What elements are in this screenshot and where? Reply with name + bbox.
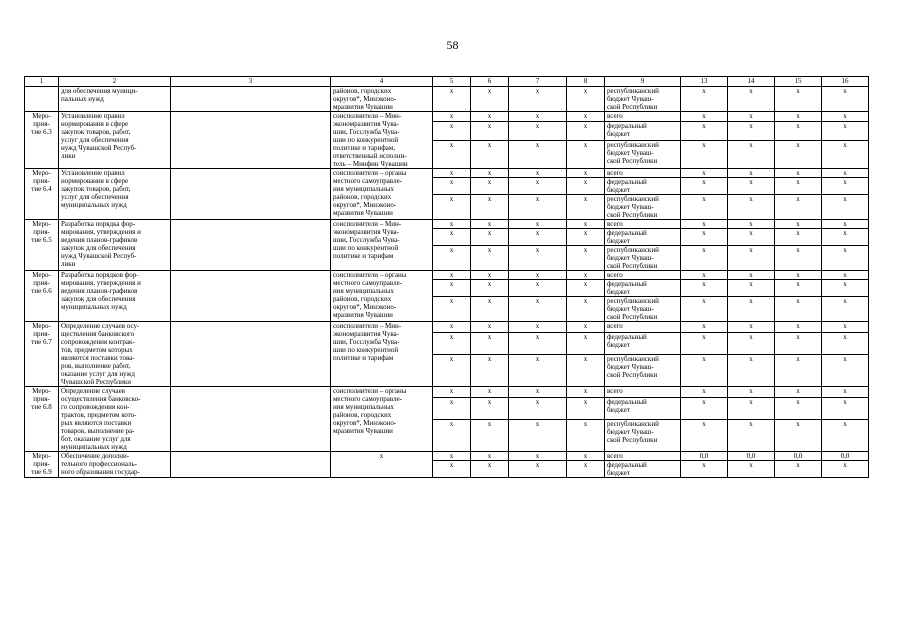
amount-cell: x	[681, 271, 728, 280]
amount-cell: x	[822, 178, 869, 195]
code-cell: x	[471, 178, 509, 195]
code-cell: x	[433, 271, 471, 280]
amount-cell: x	[728, 322, 775, 333]
amount-cell: x	[728, 229, 775, 246]
event-name-cell: для обеспечения муници- пальных нужд	[59, 87, 171, 112]
amount-cell: x	[681, 461, 728, 478]
code-cell: x	[471, 122, 509, 141]
indicator-cell	[171, 387, 331, 452]
table-row	[25, 220, 869, 229]
code-cell: x	[567, 398, 605, 420]
code-cell: x	[471, 355, 509, 387]
executors-cell: x	[331, 452, 433, 478]
header-cell: 15	[775, 77, 822, 87]
header-cell: 3	[171, 77, 331, 87]
amount-cell: x	[728, 333, 775, 355]
amount-cell: x	[728, 280, 775, 297]
amount-cell: x	[775, 229, 822, 246]
amount-cell: x	[728, 122, 775, 141]
amount-cell: x	[775, 87, 822, 112]
code-cell: x	[433, 122, 471, 141]
indicator-cell	[171, 87, 331, 112]
amount-cell: x	[775, 387, 822, 398]
header-cell: 1	[25, 77, 59, 87]
code-cell: x	[509, 398, 567, 420]
funding-source-cell: республиканский бюджет Чуваш- ской Республики	[605, 141, 681, 169]
amount-cell: x	[681, 398, 728, 420]
code-cell: x	[567, 322, 605, 333]
code-cell: x	[433, 461, 471, 478]
amount-cell: x	[822, 271, 869, 280]
amount-cell: 0,0	[728, 452, 775, 461]
amount-cell: x	[681, 297, 728, 322]
executors-cell: районов, городских округов*, Минэконо- мразвития Чувашии	[331, 87, 433, 112]
funding-source-cell: республиканский бюджет Чуваш- ской Республики	[605, 420, 681, 452]
funding-source-cell: республиканский бюджет Чуваш- ской Республики	[605, 246, 681, 271]
table-row	[25, 112, 869, 122]
code-cell: x	[567, 333, 605, 355]
event-number-cell	[25, 87, 59, 112]
amount-cell: x	[681, 87, 728, 112]
indicator-cell	[171, 322, 331, 387]
code-cell: x	[471, 452, 509, 461]
indicator-cell	[171, 169, 331, 220]
code-cell: x	[471, 333, 509, 355]
amount-cell: 0,0	[775, 452, 822, 461]
amount-cell: x	[681, 355, 728, 387]
amount-cell: x	[822, 229, 869, 246]
amount-cell: x	[681, 280, 728, 297]
funding-source-cell: всего	[605, 271, 681, 280]
amount-cell: x	[728, 87, 775, 112]
code-cell: x	[567, 229, 605, 246]
code-cell: x	[433, 246, 471, 271]
code-cell: x	[471, 112, 509, 122]
table-row	[25, 87, 869, 112]
code-cell: x	[509, 387, 567, 398]
code-cell: x	[567, 461, 605, 478]
funding-source-cell: республиканский бюджет Чуваш- ской Республики	[605, 195, 681, 220]
amount-cell: x	[681, 112, 728, 122]
code-cell: x	[471, 141, 509, 169]
code-cell: x	[471, 461, 509, 478]
amount-cell: x	[822, 280, 869, 297]
amount-cell: x	[822, 112, 869, 122]
code-cell: x	[567, 195, 605, 220]
event-name-cell: Разработка порядка фор- мирования, утверждения и ведения планов-графиков закупок для обеспечения нужд Чувашской Респуб- лики	[59, 220, 171, 271]
code-cell: x	[433, 169, 471, 178]
indicator-cell	[171, 271, 331, 322]
table-row	[25, 271, 869, 280]
amount-cell: x	[822, 333, 869, 355]
code-cell: x	[471, 420, 509, 452]
code-cell: x	[433, 280, 471, 297]
funding-source-cell: федеральный бюджет	[605, 333, 681, 355]
amount-cell: x	[822, 322, 869, 333]
code-cell: x	[509, 297, 567, 322]
code-cell: x	[471, 297, 509, 322]
code-cell: x	[509, 355, 567, 387]
amount-cell: x	[681, 195, 728, 220]
event-number-cell: Меро- прия- тие 6.6	[25, 271, 59, 322]
header-cell: 8	[567, 77, 605, 87]
amount-cell: x	[775, 280, 822, 297]
amount-cell: x	[681, 122, 728, 141]
header-cell: 2	[59, 77, 171, 87]
amount-cell: x	[775, 122, 822, 141]
program-table	[24, 76, 869, 478]
code-cell: x	[567, 220, 605, 229]
event-number-cell: Меро- прия- тие 6.8	[25, 387, 59, 452]
code-cell: x	[471, 195, 509, 220]
amount-cell: 0,0	[822, 452, 869, 461]
amount-cell: x	[681, 229, 728, 246]
code-cell: x	[433, 398, 471, 420]
code-cell: x	[433, 141, 471, 169]
amount-cell: x	[775, 141, 822, 169]
funding-source-cell: всего	[605, 112, 681, 122]
code-cell: x	[567, 452, 605, 461]
funding-source-cell: республиканский бюджет Чуваш- ской Республики	[605, 355, 681, 387]
header-cell: 9	[605, 77, 681, 87]
amount-cell: x	[728, 387, 775, 398]
event-number-cell: Меро- прия- тие 6.3	[25, 112, 59, 169]
amount-cell: x	[775, 169, 822, 178]
table-row	[25, 322, 869, 333]
amount-cell: x	[775, 178, 822, 195]
code-cell: x	[471, 387, 509, 398]
code-cell: x	[471, 322, 509, 333]
code-cell: x	[433, 333, 471, 355]
event-name-cell: Установление правил нормирования в сфере закупок товаров, работ, услуг для обеспечения муниципальных нужд	[59, 169, 171, 220]
code-cell: x	[567, 420, 605, 452]
code-cell: x	[509, 420, 567, 452]
code-cell: x	[433, 452, 471, 461]
code-cell: x	[567, 112, 605, 122]
code-cell: x	[509, 220, 567, 229]
code-cell: x	[509, 169, 567, 178]
amount-cell: x	[681, 420, 728, 452]
event-number-cell: Меро- прия- тие 6.9	[25, 452, 59, 478]
table-row	[25, 387, 869, 398]
code-cell: x	[509, 280, 567, 297]
code-cell: x	[567, 246, 605, 271]
code-cell: x	[509, 122, 567, 141]
code-cell: x	[567, 271, 605, 280]
funding-source-cell: всего	[605, 322, 681, 333]
amount-cell: x	[822, 87, 869, 112]
amount-cell: 0,0	[681, 452, 728, 461]
funding-source-cell: всего	[605, 387, 681, 398]
amount-cell: x	[775, 333, 822, 355]
code-cell: x	[433, 195, 471, 220]
header-cell: 14	[728, 77, 775, 87]
code-cell: x	[471, 280, 509, 297]
code-cell: x	[567, 87, 605, 112]
amount-cell: x	[728, 178, 775, 195]
code-cell: x	[567, 141, 605, 169]
amount-cell: x	[822, 141, 869, 169]
amount-cell: x	[681, 246, 728, 271]
amount-cell: x	[681, 333, 728, 355]
code-cell: x	[509, 87, 567, 112]
amount-cell: x	[775, 220, 822, 229]
amount-cell: x	[822, 297, 869, 322]
executors-cell: соисполнители – органы местного самоуправле- ния муниципальных районов, городских округов*, Минэконо- мразвития Чувашии	[331, 271, 433, 322]
amount-cell: x	[775, 398, 822, 420]
amount-cell: x	[822, 355, 869, 387]
event-number-cell: Меро- прия- тие 6.7	[25, 322, 59, 387]
code-cell: x	[471, 398, 509, 420]
amount-cell: x	[775, 420, 822, 452]
funding-source-cell: федеральный бюджет	[605, 122, 681, 141]
indicator-cell	[171, 220, 331, 271]
code-cell: x	[567, 355, 605, 387]
header-cell: 7	[509, 77, 567, 87]
amount-cell: x	[775, 461, 822, 478]
amount-cell: x	[728, 398, 775, 420]
table-row	[25, 452, 869, 461]
code-cell: x	[433, 355, 471, 387]
amount-cell: x	[728, 297, 775, 322]
code-cell: x	[567, 178, 605, 195]
code-cell: x	[567, 297, 605, 322]
amount-cell: x	[822, 398, 869, 420]
code-cell: x	[509, 141, 567, 169]
executors-cell: соисполнители – Мин- экономразвития Чува- шии, Госслужба Чува- шии по конкурентной политике и тарифам	[331, 322, 433, 387]
code-cell: x	[433, 387, 471, 398]
event-number-cell: Меро- прия- тие 6.4	[25, 169, 59, 220]
code-cell: x	[567, 122, 605, 141]
amount-cell: x	[728, 220, 775, 229]
event-number-cell: Меро- прия- тие 6.5	[25, 220, 59, 271]
amount-cell: x	[681, 169, 728, 178]
header-cell: 4	[331, 77, 433, 87]
executors-cell: соисполнители – Мин- экономразвития Чува- шии, Госслужба Чува- шии по конкурентной политике и тарифам	[331, 220, 433, 271]
code-cell: x	[509, 229, 567, 246]
amount-cell: x	[728, 355, 775, 387]
code-cell: x	[509, 322, 567, 333]
code-cell: x	[433, 297, 471, 322]
code-cell: x	[509, 112, 567, 122]
code-cell: x	[471, 220, 509, 229]
code-cell: x	[471, 87, 509, 112]
funding-source-cell: федеральный бюджет	[605, 229, 681, 246]
header-cell: 16	[822, 77, 869, 87]
code-cell: x	[471, 246, 509, 271]
amount-cell: x	[681, 387, 728, 398]
event-name-cell: Установление правил нормирования в сфере закупок товаров, работ, услуг для обеспечения нужд Чувашской Респуб- лики	[59, 112, 171, 169]
funding-source-cell: федеральный бюджет	[605, 280, 681, 297]
amount-cell: x	[728, 246, 775, 271]
code-cell: x	[471, 271, 509, 280]
amount-cell: x	[681, 220, 728, 229]
code-cell: x	[433, 220, 471, 229]
code-cell: x	[509, 452, 567, 461]
code-cell: x	[433, 420, 471, 452]
amount-cell: x	[822, 387, 869, 398]
code-cell: x	[433, 229, 471, 246]
funding-source-cell: республиканский бюджет Чуваш- ской Республики	[605, 297, 681, 322]
amount-cell: x	[728, 112, 775, 122]
funding-source-cell: всего	[605, 220, 681, 229]
amount-cell: x	[822, 220, 869, 229]
amount-cell: x	[822, 461, 869, 478]
amount-cell: x	[775, 195, 822, 220]
header-cell: 13	[681, 77, 728, 87]
amount-cell: x	[681, 141, 728, 169]
code-cell: x	[567, 169, 605, 178]
indicator-cell	[171, 112, 331, 169]
code-cell: x	[433, 178, 471, 195]
event-name-cell: Обеспечение дополни- тельного профессиональ- ного образования государ-	[59, 452, 171, 478]
code-cell: x	[509, 178, 567, 195]
code-cell: x	[433, 87, 471, 112]
event-name-cell: Определение случаев осуществления банковско- го сопровождения кон- трактов, предметом кото- рых являются поставки товаров, выполнение ра- бот, оказание услуг для муниципальных нужд	[59, 387, 171, 452]
amount-cell: x	[728, 420, 775, 452]
amount-cell: x	[775, 112, 822, 122]
funding-source-cell: республиканский бюджет Чуваш- ской Республики	[605, 87, 681, 112]
code-cell: x	[471, 169, 509, 178]
amount-cell: x	[775, 246, 822, 271]
indicator-cell	[171, 452, 331, 478]
funding-source-cell: всего	[605, 169, 681, 178]
table-row	[25, 169, 869, 178]
funding-source-cell: федеральный бюджет	[605, 461, 681, 478]
amount-cell: x	[728, 169, 775, 178]
amount-cell: x	[775, 297, 822, 322]
amount-cell: x	[822, 169, 869, 178]
amount-cell: x	[822, 122, 869, 141]
amount-cell: x	[728, 461, 775, 478]
code-cell: x	[567, 387, 605, 398]
amount-cell: x	[681, 178, 728, 195]
amount-cell: x	[822, 420, 869, 452]
executors-cell: соисполнители – Мин- экономразвития Чува- шии, Госслужба Чува- шии по конкурентной политике и тарифам, ответственный исполни- тель – Минфин Чувашии	[331, 112, 433, 169]
funding-source-cell: всего	[605, 452, 681, 461]
funding-source-cell: федеральный бюджет	[605, 178, 681, 195]
amount-cell: x	[822, 195, 869, 220]
amount-cell: x	[728, 195, 775, 220]
amount-cell: x	[728, 271, 775, 280]
code-cell: x	[433, 322, 471, 333]
amount-cell: x	[728, 141, 775, 169]
amount-cell: x	[822, 246, 869, 271]
funding-source-cell: федеральный бюджет	[605, 398, 681, 420]
executors-cell: соисполнители – органы местного самоуправле- ния муниципальных районов, городских округов*, Минэконо- мразвития Чувашии	[331, 169, 433, 220]
event-name-cell: Определение случаев осу- ществления банковского сопровождения контрак- тов, предметом которых являются поставки това- ров, выполнение работ, оказание услуг для нужд Чувашской Республики	[59, 322, 171, 387]
code-cell: x	[509, 195, 567, 220]
header-row	[25, 77, 869, 87]
code-cell: x	[509, 333, 567, 355]
header-cell: 6	[471, 77, 509, 87]
event-name-cell: Разработка порядков фор- мирования, утверждения и ведения планов-графиков закупок для обеспечения муниципальных нужд	[59, 271, 171, 322]
header-cell: 5	[433, 77, 471, 87]
amount-cell: x	[775, 322, 822, 333]
page-number: 58	[446, 38, 459, 52]
executors-cell: соисполнители – органы местного самоуправле- ния муниципальных районов, городских округов*, Минэконо- мразвития Чувашии	[331, 387, 433, 452]
amount-cell: x	[681, 322, 728, 333]
code-cell: x	[433, 112, 471, 122]
code-cell: x	[567, 280, 605, 297]
code-cell: x	[509, 461, 567, 478]
code-cell: x	[509, 271, 567, 280]
amount-cell: x	[775, 355, 822, 387]
code-cell: x	[471, 229, 509, 246]
amount-cell: x	[775, 271, 822, 280]
code-cell: x	[509, 246, 567, 271]
